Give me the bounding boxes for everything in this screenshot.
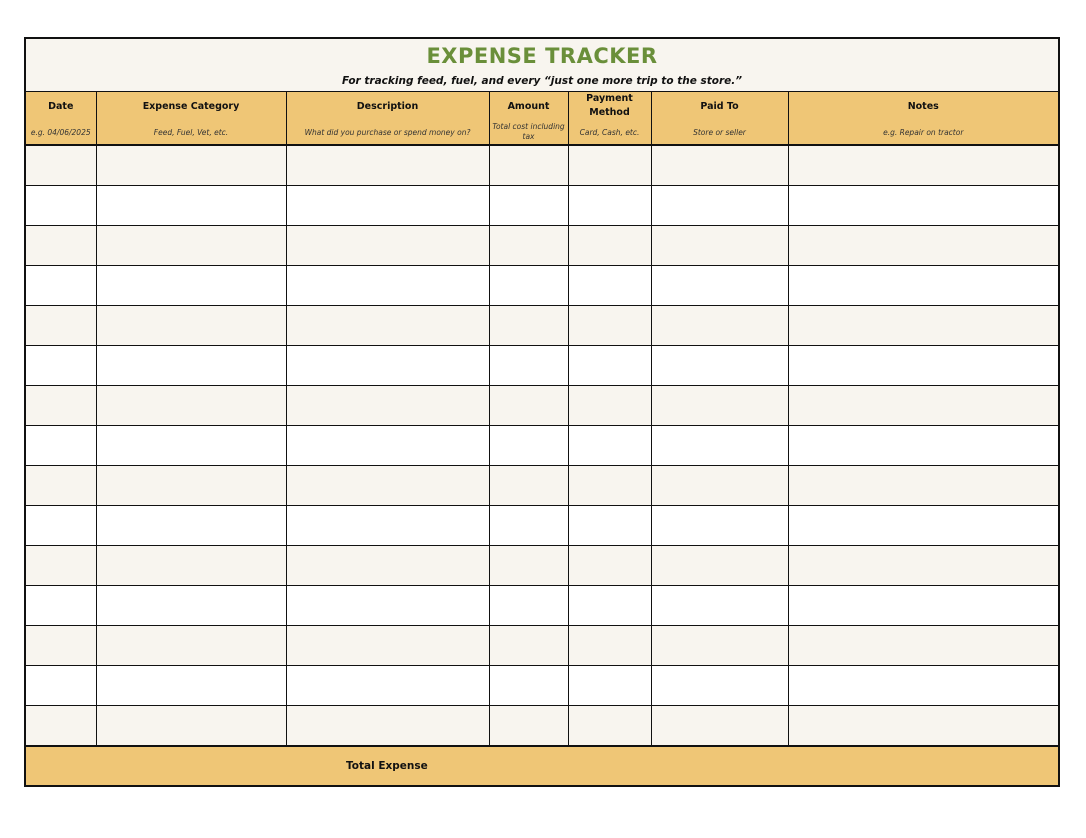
table-cell[interactable] [568,226,651,266]
table-cell[interactable] [568,346,651,386]
table-cell[interactable] [96,306,286,346]
expense-table [26,92,1058,785]
table-cell[interactable] [568,186,651,226]
table-cell[interactable] [788,506,1058,546]
table-row [26,226,1058,266]
table-cell[interactable] [489,145,568,186]
table-row [26,266,1058,306]
table-cell[interactable] [96,586,286,626]
table-cell[interactable] [788,346,1058,386]
table-cell[interactable] [788,466,1058,506]
table-cell[interactable] [286,506,489,546]
table-cell[interactable] [651,386,788,426]
table-cell[interactable] [489,346,568,386]
table-cell[interactable] [489,626,568,666]
table-row [26,506,1058,546]
column-hint: Total cost including tax [492,122,565,141]
table-cell[interactable] [26,666,96,706]
table-cell[interactable] [26,586,96,626]
column-header-notes [788,92,1058,145]
table-cell[interactable] [96,186,286,226]
table-cell[interactable] [568,426,651,466]
table-cell[interactable] [26,145,96,186]
table-cell[interactable] [96,426,286,466]
total-expense-label: Total Expense [346,760,428,772]
column-hint: Card, Cash, etc. [579,128,640,137]
table-cell[interactable] [26,506,96,546]
table-cell[interactable] [489,306,568,346]
table-cell[interactable] [568,306,651,346]
column-header-amount [489,92,568,145]
table-cell[interactable] [286,145,489,186]
table-cell[interactable] [568,266,651,306]
table-cell[interactable] [26,266,96,306]
table-cell[interactable] [788,186,1058,226]
table-cell[interactable] [788,426,1058,466]
column-header-description [286,92,489,145]
table-cell[interactable] [286,586,489,626]
table-cell[interactable] [286,266,489,306]
table-cell[interactable] [96,466,286,506]
table-row [26,626,1058,666]
table-cell[interactable] [286,466,489,506]
table-cell[interactable] [568,466,651,506]
table-cell[interactable] [568,506,651,546]
table-cell[interactable] [96,706,286,747]
column-hint: e.g. Repair on tractor [883,128,964,137]
table-cell[interactable] [96,145,286,186]
table-cell[interactable] [651,666,788,706]
table-cell[interactable] [568,386,651,426]
table-cell[interactable] [651,586,788,626]
table-row [26,386,1058,426]
table-cell[interactable] [489,506,568,546]
table-cell[interactable] [26,426,96,466]
table-cell[interactable] [651,466,788,506]
table-row [26,346,1058,386]
expense-rows [26,145,1058,746]
table-cell[interactable] [286,226,489,266]
table-cell[interactable] [489,226,568,266]
table-cell[interactable] [651,426,788,466]
table-cell[interactable] [286,666,489,706]
column-hint: Store or seller [693,128,746,137]
table-cell[interactable] [651,546,788,586]
table-cell[interactable] [286,186,489,226]
table-cell[interactable] [568,666,651,706]
column-label: Expense Category [142,101,240,112]
column-header-paid-to [651,92,788,145]
column-hint: What did you purchase or spend money on? [304,128,471,137]
table-cell[interactable] [489,426,568,466]
table-cell[interactable] [96,346,286,386]
table-row [26,706,1058,747]
table-cell[interactable] [26,186,96,226]
title-block [26,39,1058,92]
table-cell[interactable] [26,466,96,506]
table-cell[interactable] [651,226,788,266]
table-cell[interactable] [489,586,568,626]
table-cell[interactable] [788,626,1058,666]
table-cell[interactable] [788,666,1058,706]
column-label: Notes [907,101,939,112]
table-row [26,666,1058,706]
column-hint: Feed, Fuel, Vet, etc. [153,128,229,137]
table-cell[interactable] [286,546,489,586]
table-cell[interactable] [96,546,286,586]
table-cell[interactable] [651,145,788,186]
table-cell[interactable] [96,266,286,306]
table-cell[interactable] [788,306,1058,346]
header-row [26,92,1058,145]
column-header-date [26,92,96,145]
column-label: Amount [507,101,550,112]
table-cell[interactable] [788,266,1058,306]
table-cell[interactable] [788,226,1058,266]
expense-tracker-sheet [24,37,1060,787]
table-row [26,426,1058,466]
table-cell[interactable] [489,546,568,586]
table-cell[interactable] [286,346,489,386]
table-cell[interactable] [568,706,651,747]
table-cell[interactable] [568,586,651,626]
table-cell[interactable] [286,626,489,666]
total-row [26,746,1058,785]
column-label: Payment Method [586,93,633,118]
column-label: Paid To [700,101,739,112]
table-cell[interactable] [96,386,286,426]
table-cell[interactable] [26,546,96,586]
table-cell[interactable] [26,226,96,266]
table-cell[interactable] [26,706,96,747]
table-cell[interactable] [568,626,651,666]
table-cell[interactable] [651,706,788,747]
table-cell[interactable] [788,145,1058,186]
table-row [26,306,1058,346]
column-header-expense-category [96,92,286,145]
table-cell[interactable] [788,586,1058,626]
total-cell [26,746,1058,785]
table-row [26,586,1058,626]
table-cell[interactable] [651,186,788,226]
column-label: Date [48,101,74,112]
table-row [26,546,1058,586]
table-cell[interactable] [96,666,286,706]
table-cell[interactable] [96,226,286,266]
table-cell[interactable] [651,626,788,666]
table-cell[interactable] [788,706,1058,747]
table-cell[interactable] [96,626,286,666]
table-cell[interactable] [96,506,286,546]
table-cell[interactable] [489,466,568,506]
column-header-payment-method [568,92,651,145]
table-cell[interactable] [568,546,651,586]
table-cell[interactable] [568,145,651,186]
table-cell[interactable] [489,266,568,306]
table-row [26,145,1058,186]
table-row [26,466,1058,506]
table-cell[interactable] [651,266,788,306]
table-cell[interactable] [651,306,788,346]
table-cell[interactable] [26,306,96,346]
table-cell[interactable] [651,506,788,546]
page-title: EXPENSE TRACKER [426,44,658,68]
table-cell[interactable] [651,346,788,386]
page-subtitle: For tracking feed, fuel, and every “just one more trip to the store.” [341,75,742,87]
table-cell[interactable] [286,386,489,426]
table-cell[interactable] [788,386,1058,426]
table-cell[interactable] [26,386,96,426]
table-cell[interactable] [788,546,1058,586]
table-cell[interactable] [286,706,489,747]
table-cell[interactable] [26,346,96,386]
table-row [26,186,1058,226]
column-label: Description [356,101,419,112]
table-cell[interactable] [489,386,568,426]
table-cell[interactable] [489,186,568,226]
table-cell[interactable] [286,306,489,346]
table-cell[interactable] [489,706,568,747]
column-hint: e.g. 04/06/2025 [30,128,91,137]
table-cell[interactable] [489,666,568,706]
table-cell[interactable] [286,426,489,466]
table-cell[interactable] [26,626,96,666]
